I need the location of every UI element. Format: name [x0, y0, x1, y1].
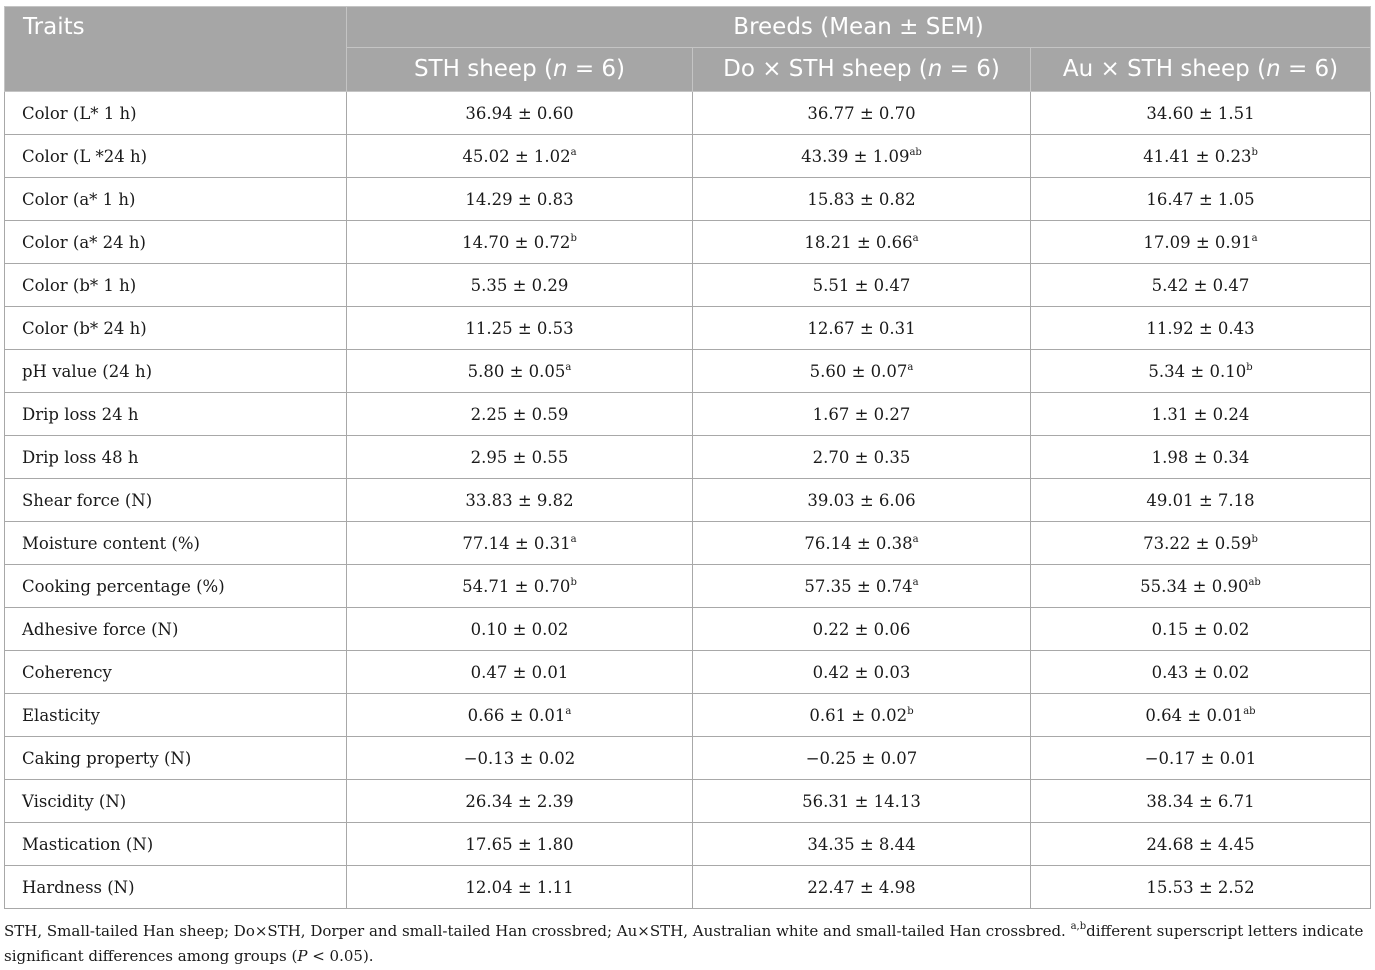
value-cell: [1031, 350, 1371, 393]
table-row: [5, 307, 1371, 350]
value-cell: [693, 393, 1031, 436]
table-row: [5, 780, 1371, 823]
mean-sem-value: 57.35 ± 0.74: [804, 576, 913, 596]
mean-sem-value: 15.53 ± 2.52: [1146, 877, 1255, 897]
value-cell: [693, 436, 1031, 479]
mean-sem-value: 5.80 ± 0.05: [467, 361, 566, 381]
mean-sem-value: 73.22 ± 0.59: [1143, 533, 1252, 553]
value-cell: [693, 651, 1031, 694]
mean-sem-value: 5.51 ± 0.47: [812, 275, 911, 295]
trait-cell: Color (a* 1 h): [5, 178, 347, 221]
mean-sem-value: 22.47 ± 4.98: [807, 877, 916, 897]
value-cell: [693, 608, 1031, 651]
significance-letter: a: [912, 576, 919, 588]
trait-cell: Coherency: [5, 651, 347, 694]
value-cell: [1031, 307, 1371, 350]
group-header-2: Au × STH sheep (n = 6): [1031, 48, 1371, 92]
table-footnote: STH, Small-tailed Han sheep; Do×STH, Dorper and small-tailed Han crossbred; Au×STH, Australian white and small-tailed Han crossbred. $^{a,b}$different superscript letters indicate significant differences among groups (P < 0.05).: [4, 921, 1364, 965]
value-cell: [1031, 866, 1371, 909]
significance-letter: a: [565, 361, 572, 373]
mean-sem-value: 54.71 ± 0.70: [462, 576, 571, 596]
trait-cell: Color (a* 24 h): [5, 221, 347, 264]
value-cell: [693, 92, 1031, 135]
trait-cell: Drip loss 48 h: [5, 436, 347, 479]
value-cell: [347, 737, 693, 780]
trait-cell: Color (L* 1 h): [5, 92, 347, 135]
mean-sem-value: 11.25 ± 0.53: [465, 318, 574, 338]
table-row: [5, 135, 1371, 178]
table-row: [5, 436, 1371, 479]
mean-sem-value: 76.14 ± 0.38: [804, 533, 913, 553]
table-row: [5, 264, 1371, 307]
value-cell: [1031, 780, 1371, 823]
value-cell: [347, 393, 693, 436]
value-cell: [1031, 608, 1371, 651]
mean-sem-value: 39.03 ± 6.06: [807, 490, 916, 510]
trait-cell: Adhesive force (N): [5, 608, 347, 651]
value-cell: [347, 307, 693, 350]
significance-letter: a: [1251, 232, 1258, 244]
mean-sem-value: 15.83 ± 0.82: [807, 189, 916, 209]
results-table-container: [4, 6, 1370, 909]
mean-sem-value: 34.60 ± 1.51: [1146, 103, 1255, 123]
value-cell: [693, 350, 1031, 393]
value-cell: [347, 780, 693, 823]
significance-letter: ab: [1248, 576, 1261, 588]
mean-sem-value: 34.35 ± 8.44: [807, 834, 916, 854]
table-row: [5, 393, 1371, 436]
meat-quality-table: [4, 6, 1371, 909]
mean-sem-value: 14.29 ± 0.83: [465, 189, 574, 209]
traits-header: Traits: [5, 7, 347, 92]
mean-sem-value: 11.92 ± 0.43: [1146, 318, 1255, 338]
value-cell: [693, 780, 1031, 823]
value-cell: [693, 479, 1031, 522]
value-cell: [1031, 651, 1371, 694]
table-row: [5, 479, 1371, 522]
mean-sem-value: 0.64 ± 0.01: [1145, 705, 1244, 725]
mean-sem-value: 1.67 ± 0.27: [812, 404, 911, 424]
mean-sem-value: 0.42 ± 0.03: [812, 662, 911, 682]
significance-letter: a: [907, 361, 914, 373]
value-cell: [693, 178, 1031, 221]
trait-cell: Color (b* 24 h): [5, 307, 347, 350]
value-cell: [1031, 135, 1371, 178]
mean-sem-value: 0.10 ± 0.02: [470, 619, 569, 639]
significance-letter: a: [912, 533, 919, 545]
trait-cell: Mastication (N): [5, 823, 347, 866]
significance-letter: b: [1251, 533, 1258, 545]
value-cell: [347, 694, 693, 737]
mean-sem-value: 55.34 ± 0.90: [1140, 576, 1249, 596]
value-cell: [1031, 823, 1371, 866]
trait-cell: Color (b* 1 h): [5, 264, 347, 307]
mean-sem-value: 77.14 ± 0.31: [462, 533, 571, 553]
value-cell: [693, 264, 1031, 307]
mean-sem-value: 0.47 ± 0.01: [470, 662, 569, 682]
value-cell: [693, 565, 1031, 608]
value-cell: [347, 866, 693, 909]
value-cell: [693, 307, 1031, 350]
value-cell: [1031, 92, 1371, 135]
value-cell: [1031, 565, 1371, 608]
mean-sem-value: 2.95 ± 0.55: [470, 447, 569, 467]
mean-sem-value: 2.70 ± 0.35: [812, 447, 911, 467]
value-cell: [1031, 479, 1371, 522]
significance-letter: b: [907, 705, 914, 717]
value-cell: [347, 178, 693, 221]
table-row: [5, 608, 1371, 651]
value-cell: [347, 135, 693, 178]
table-row: [5, 178, 1371, 221]
mean-sem-value: 14.70 ± 0.72: [462, 232, 571, 252]
trait-cell: Hardness (N): [5, 866, 347, 909]
mean-sem-value: 41.41 ± 0.23: [1143, 146, 1252, 166]
value-cell: [693, 522, 1031, 565]
significance-letter: b: [570, 232, 577, 244]
mean-sem-value: 5.60 ± 0.07: [809, 361, 908, 381]
mean-sem-value: 56.31 ± 14.13: [802, 791, 921, 811]
value-cell: [1031, 737, 1371, 780]
significance-letter: a: [570, 533, 577, 545]
value-cell: [347, 436, 693, 479]
mean-sem-value: 12.67 ± 0.31: [807, 318, 916, 338]
value-cell: [1031, 694, 1371, 737]
value-cell: [1031, 178, 1371, 221]
mean-sem-value: 24.68 ± 4.45: [1146, 834, 1255, 854]
value-cell: [693, 694, 1031, 737]
value-cell: [1031, 264, 1371, 307]
significance-letter: b: [1246, 361, 1253, 373]
trait-cell: Elasticity: [5, 694, 347, 737]
table-row: [5, 823, 1371, 866]
mean-sem-value: 0.66 ± 0.01: [467, 705, 566, 725]
table-row: [5, 694, 1371, 737]
value-cell: [347, 92, 693, 135]
value-cell: [693, 221, 1031, 264]
value-cell: [1031, 221, 1371, 264]
breeds-header: Breeds (Mean ± SEM): [347, 7, 1371, 48]
trait-cell: Color (L *24 h): [5, 135, 347, 178]
value-cell: [347, 479, 693, 522]
table-header: [5, 7, 1371, 92]
mean-sem-value: 1.98 ± 0.34: [1151, 447, 1250, 467]
significance-letter: b: [1251, 146, 1258, 158]
table-row: [5, 92, 1371, 135]
mean-sem-value: 17.65 ± 1.80: [465, 834, 574, 854]
table-row: [5, 866, 1371, 909]
value-cell: [347, 608, 693, 651]
mean-sem-value: −0.17 ± 0.01: [1144, 748, 1257, 768]
mean-sem-value: 36.94 ± 0.60: [465, 103, 574, 123]
value-cell: [347, 565, 693, 608]
mean-sem-value: −0.13 ± 0.02: [463, 748, 576, 768]
trait-cell: Cooking percentage (%): [5, 565, 347, 608]
significance-letter: ab: [909, 146, 922, 158]
trait-cell: Shear force (N): [5, 479, 347, 522]
trait-cell: Drip loss 24 h: [5, 393, 347, 436]
value-cell: [693, 135, 1031, 178]
value-cell: [347, 651, 693, 694]
mean-sem-value: 26.34 ± 2.39: [465, 791, 574, 811]
significance-letter: a: [570, 146, 577, 158]
value-cell: [347, 823, 693, 866]
table-row: [5, 565, 1371, 608]
value-cell: [347, 522, 693, 565]
value-cell: [693, 866, 1031, 909]
mean-sem-value: 0.43 ± 0.02: [1151, 662, 1250, 682]
value-cell: [1031, 393, 1371, 436]
table-row: [5, 737, 1371, 780]
mean-sem-value: 18.21 ± 0.66: [804, 232, 913, 252]
mean-sem-value: 43.39 ± 1.09: [801, 146, 910, 166]
trait-cell: Moisture content (%): [5, 522, 347, 565]
trait-cell: Caking property (N): [5, 737, 347, 780]
mean-sem-value: 49.01 ± 7.18: [1146, 490, 1255, 510]
mean-sem-value: −0.25 ± 0.07: [805, 748, 918, 768]
table-row: [5, 522, 1371, 565]
mean-sem-value: 5.42 ± 0.47: [1151, 275, 1250, 295]
table-body: [5, 92, 1371, 909]
value-cell: [347, 264, 693, 307]
value-cell: [693, 823, 1031, 866]
mean-sem-value: 1.31 ± 0.24: [1151, 404, 1250, 424]
value-cell: [1031, 436, 1371, 479]
mean-sem-value: 5.35 ± 0.29: [470, 275, 569, 295]
mean-sem-value: 5.34 ± 0.10: [1148, 361, 1247, 381]
mean-sem-value: 45.02 ± 1.02: [462, 146, 571, 166]
group-header-1: Do × STH sheep (n = 6): [693, 48, 1031, 92]
table-row: [5, 350, 1371, 393]
value-cell: [1031, 522, 1371, 565]
value-cell: [693, 737, 1031, 780]
mean-sem-value: 17.09 ± 0.91: [1143, 232, 1252, 252]
mean-sem-value: 0.61 ± 0.02: [809, 705, 908, 725]
significance-letter: ab: [1243, 705, 1256, 717]
mean-sem-value: 0.15 ± 0.02: [1151, 619, 1250, 639]
mean-sem-value: 38.34 ± 6.71: [1146, 791, 1255, 811]
mean-sem-value: 0.22 ± 0.06: [812, 619, 911, 639]
significance-letter: b: [570, 576, 577, 588]
mean-sem-value: 33.83 ± 9.82: [465, 490, 574, 510]
value-cell: [347, 221, 693, 264]
significance-letter: a: [912, 232, 919, 244]
significance-letter: a: [565, 705, 572, 717]
trait-cell: pH value (24 h): [5, 350, 347, 393]
mean-sem-value: 36.77 ± 0.70: [807, 103, 916, 123]
table-row: [5, 221, 1371, 264]
trait-cell: Viscidity (N): [5, 780, 347, 823]
table-row: [5, 651, 1371, 694]
value-cell: [347, 350, 693, 393]
mean-sem-value: 2.25 ± 0.59: [470, 404, 569, 424]
mean-sem-value: 12.04 ± 1.11: [465, 877, 574, 897]
group-header-0: STH sheep (n = 6): [347, 48, 693, 92]
mean-sem-value: 16.47 ± 1.05: [1146, 189, 1255, 209]
